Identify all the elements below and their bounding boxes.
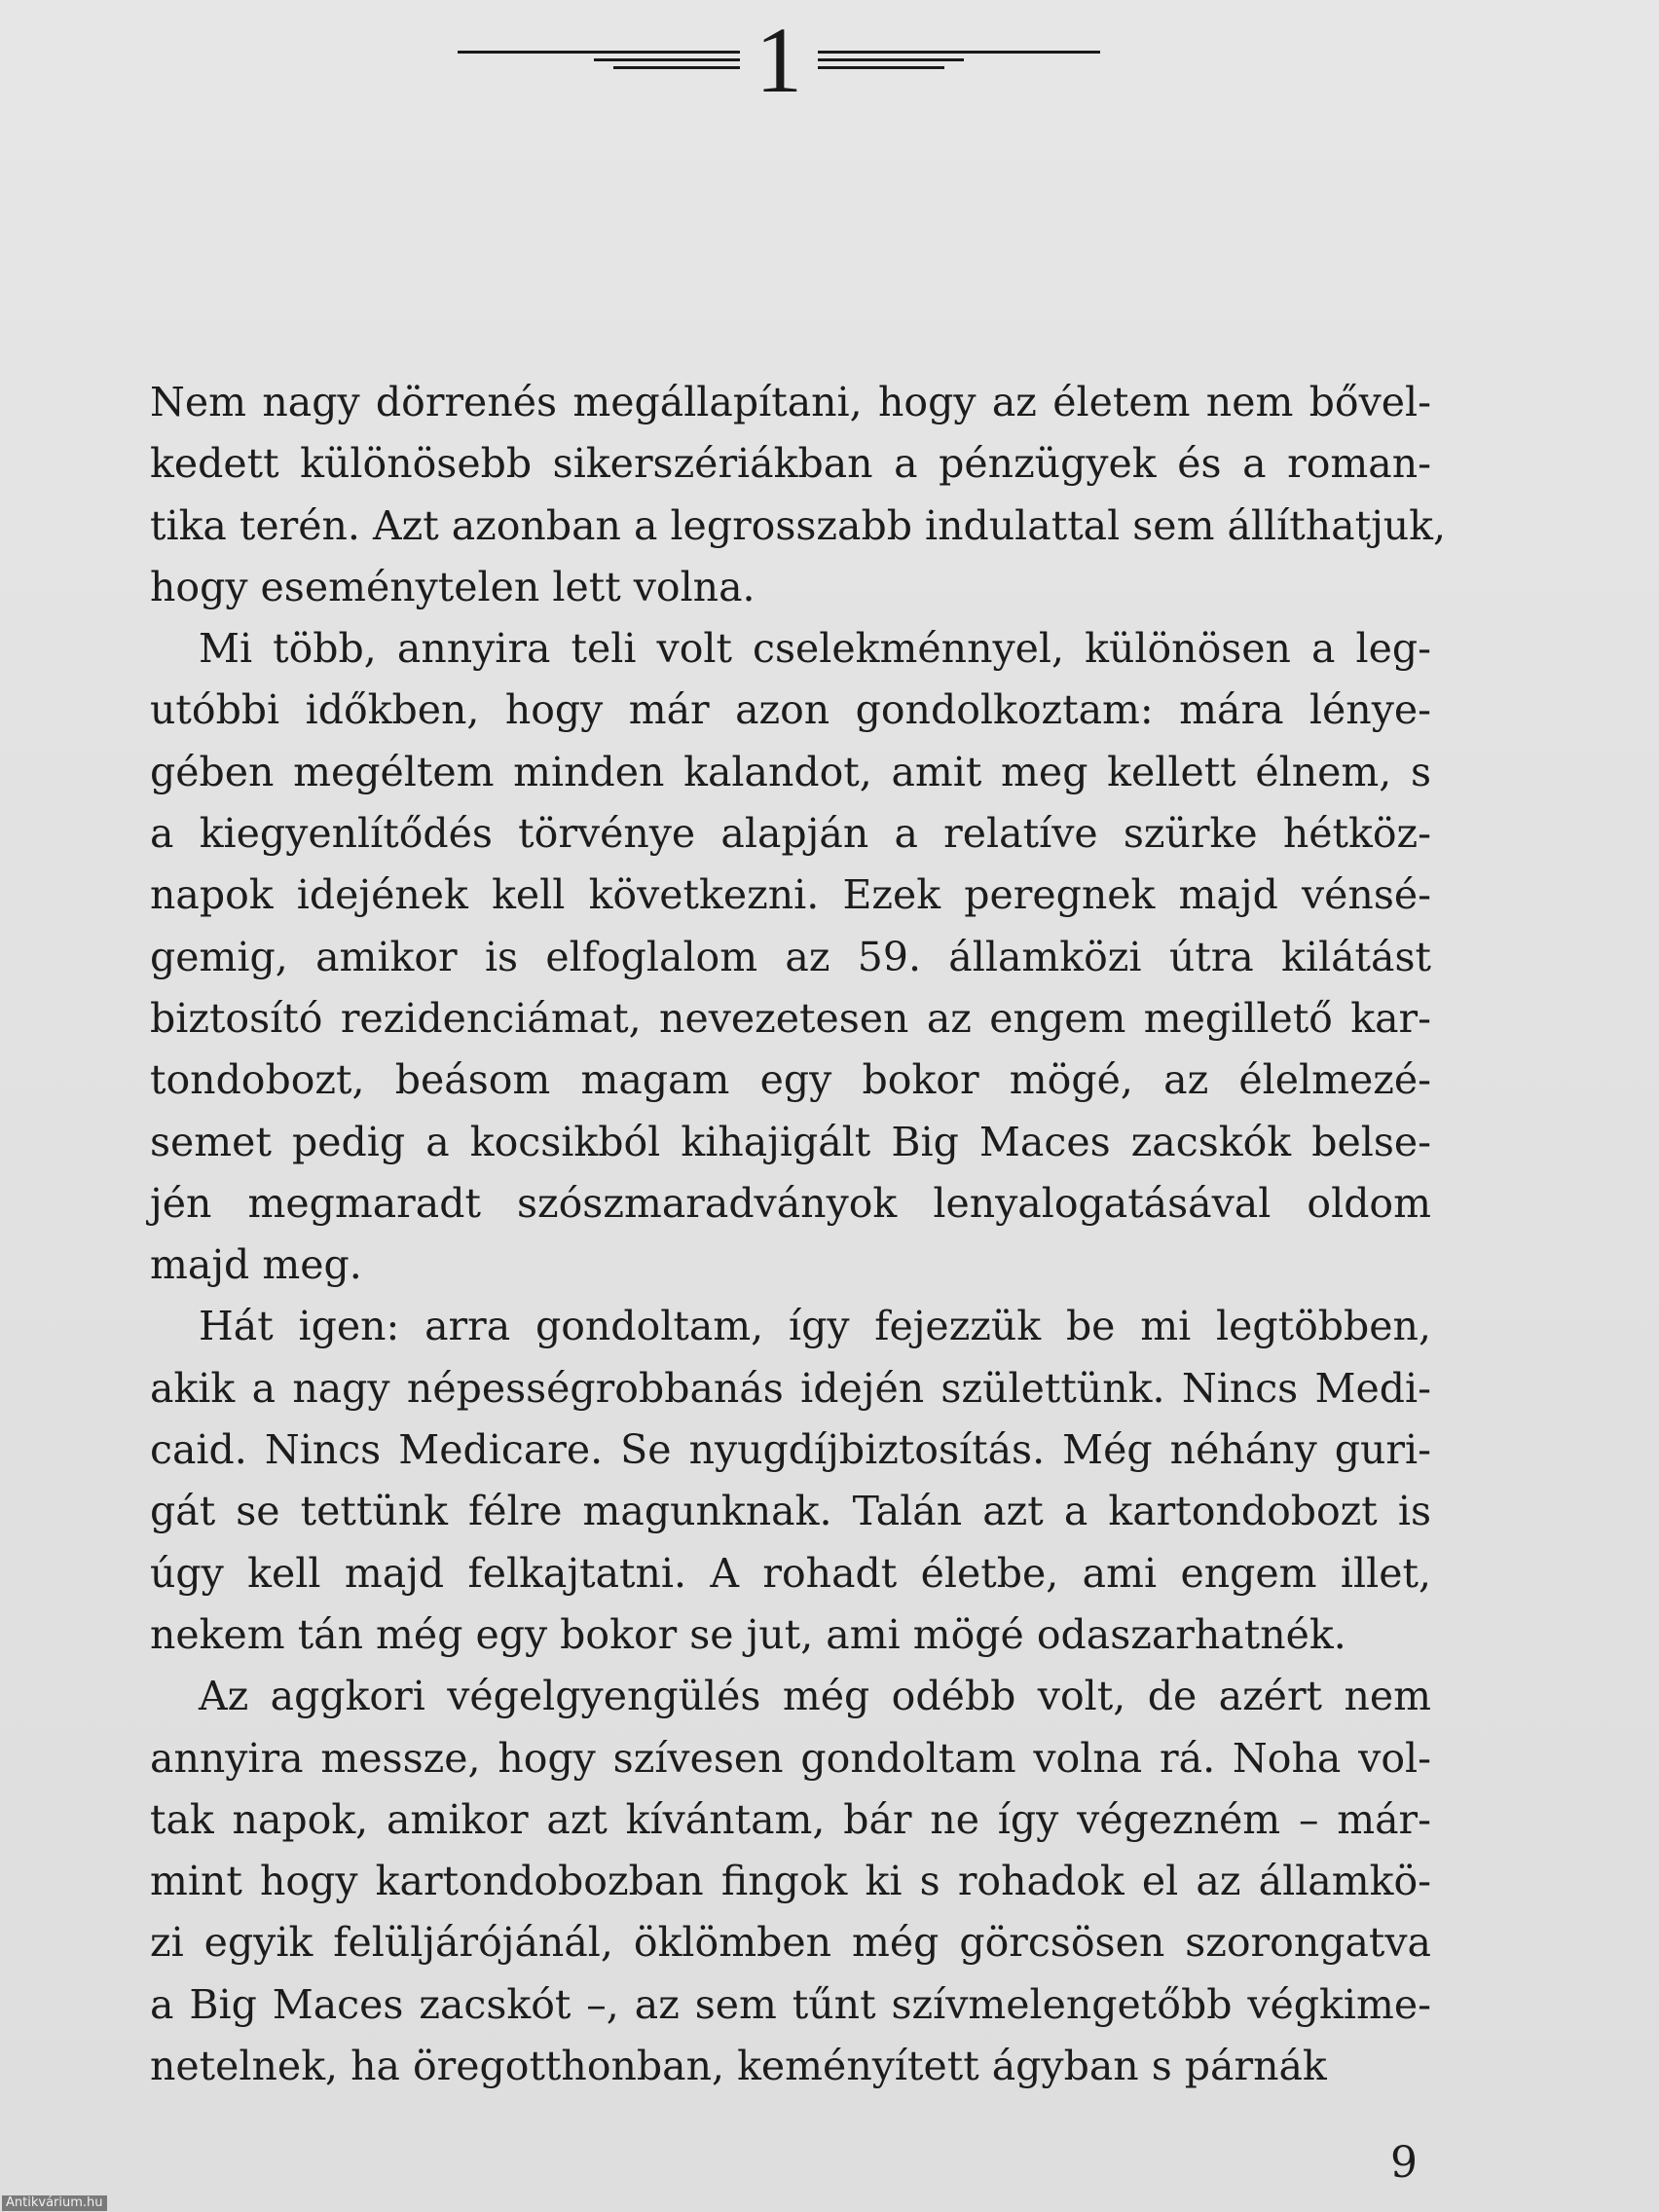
text-line: mint hogy kartondobozban fingok ki s rohadok el az államkö- bbox=[150, 1858, 1431, 1905]
text-line: hogy eseménytelen lett volna. bbox=[150, 563, 756, 610]
text-line: caid. Nincs Medicare. Se nyugdíjbiztosítás. Még néhány guri- bbox=[150, 1426, 1431, 1474]
text-line: Nem nagy dörrenés megállapítani, hogy az életem nem bővel- bbox=[150, 379, 1431, 425]
text-line: utóbbi időkben, hogy már azon gondolkoztam: mára lénye- bbox=[150, 686, 1431, 734]
paragraph bbox=[150, 1666, 1431, 2097]
text-line: biztosító rezidenciámat, nevezetesen az engem megillető kar- bbox=[150, 994, 1431, 1042]
chapter-ornament-right bbox=[818, 51, 1100, 74]
chapter-number: 1 bbox=[756, 8, 802, 112]
text-line: Mi több, annyira teli volt cselekménnyel, különösen a leg- bbox=[199, 625, 1431, 673]
text-line: nekem tán még egy bokor se jut, ami mögé odaszarhatnék. bbox=[150, 1610, 1346, 1658]
text-line: akik a nagy népességrobbanás idején születtünk. Nincs Medi- bbox=[150, 1364, 1431, 1412]
text-line: netelnek, ha öregotthonban, keményített ágyban s párnák bbox=[150, 2043, 1327, 2090]
text-line: gében megéltem minden kalandot, amit meg kellett élnem, s bbox=[150, 748, 1431, 795]
text-line: kedett különösebb sikerszériákban a pénzügyek és a roman- bbox=[150, 440, 1431, 488]
watermark: Antikvárium.hu bbox=[2, 2195, 107, 2211]
page-number: 9 bbox=[1390, 2138, 1418, 2188]
chapter-heading bbox=[458, 8, 1100, 112]
text-line: annyira messze, hogy szívesen gondoltam volna rá. Noha vol- bbox=[150, 1734, 1431, 1782]
text-line: majd meg. bbox=[150, 1241, 362, 1289]
text-line: tondobozt, beásom magam egy bokor mögé, az élelmezé- bbox=[150, 1056, 1431, 1104]
text-line: Az aggkori végelgyengülés még odébb volt, de azért nem bbox=[199, 1673, 1431, 1720]
text-line: gemig, amikor is elfoglalom az 59. államközi útra kilátást bbox=[150, 933, 1431, 980]
paragraph bbox=[150, 1296, 1431, 1666]
text-line: tika terén. Azt azonban a legrosszabb indulattal sem állíthatjuk, bbox=[150, 501, 1447, 549]
text-line: jén megmaradt szószmaradványok lenyalogatásával oldom bbox=[150, 1179, 1431, 1227]
text-line: zi egyik felüljárójánál, öklömben még görcsösen szorongatva bbox=[150, 1919, 1431, 1967]
text-line: úgy kell majd felkajtatni. A rohadt életbe, ami engem illet, bbox=[150, 1549, 1431, 1597]
chapter-body-text bbox=[150, 372, 1447, 2097]
text-line: napok idejének kell következni. Ezek peregnek majd vénsé- bbox=[150, 871, 1431, 919]
text-line: gát se tettünk félre magunknak. Talán azt a kartondobozt is bbox=[150, 1488, 1431, 1535]
text-line: tak napok, amikor azt kívántam, bár ne így végezném – már- bbox=[150, 1795, 1431, 1843]
paragraph bbox=[150, 618, 1431, 1296]
text-line: a Big Maces zacskót –, az sem tűnt szívmelengetőbb végkime- bbox=[150, 1980, 1431, 2028]
text-line: Hát igen: arra gondoltam, így fejezzük be mi legtöbben, bbox=[199, 1303, 1431, 1350]
text-line: a kiegyenlítődés törvénye alapján a relatíve szürke hétköz- bbox=[150, 810, 1431, 858]
paragraph bbox=[150, 372, 1447, 618]
text-line: semet pedig a kocsikból kihajigált Big Maces zacskók belse- bbox=[150, 1118, 1431, 1165]
